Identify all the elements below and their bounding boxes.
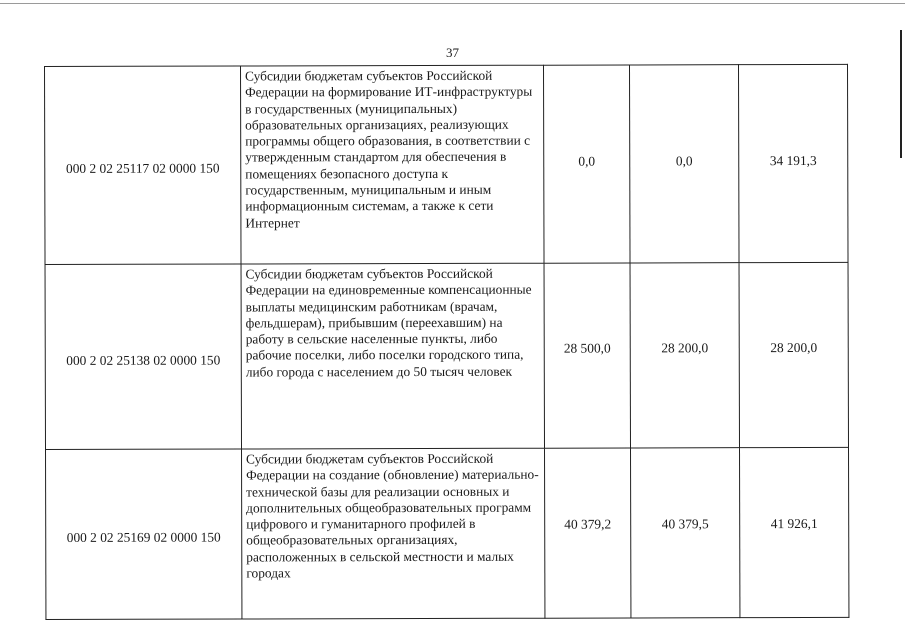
description-cell: Субсидии бюджетам субъектов Российской Федерации на формирование ИТ-инфраструктуры в государственных (муниципальных) образовательных организациях, реализующих программы общего образования, в соответствии с утвержденным стандартом для обеспечения в помещениях безопасного доступа к государственным, муниципальным и иным информационным системам, а также к сети Интернет <box>241 65 545 264</box>
value-2-cell: 28 200,0 <box>630 263 739 448</box>
value-2-cell: 0,0 <box>629 65 739 263</box>
description-cell: Субсидии бюджетам субъектов Российской Федерации на создание (обновление) материально-технической базы для реализации основных и дополнительных общеобразовательных программ цифрового и гуманитарного профилей в общеобразовательных организациях, расположенных в сельской местности и малых городах <box>242 448 545 619</box>
table-row <box>45 64 849 264</box>
value-3-cell: 28 200,0 <box>739 262 848 447</box>
budget-code-cell: 000 2 02 25138 02 0000 150 <box>45 264 241 450</box>
page-number: 37 <box>446 45 459 60</box>
budget-code-cell: 000 2 02 25169 02 0000 150 <box>46 449 242 620</box>
description-cell: Субсидии бюджетам субъектов Российской Федерации на единовременные компенсационные выплаты медицинским работникам (врачам, фельдшерам), прибывшим (переехавшим) на работу в сельские населенные пункты, либо рабочие поселки, либо поселки городского типа, либо города с населением до 50 тысяч человек <box>241 263 544 449</box>
value-3-cell: 41 926,1 <box>740 447 849 617</box>
value-1-cell: 0,0 <box>543 65 630 263</box>
budget-code-cell: 000 2 02 25117 02 0000 150 <box>45 66 242 265</box>
value-3-cell: 34 191,3 <box>738 64 848 262</box>
value-1-cell: 28 500,0 <box>544 263 630 448</box>
scan-top-border-line <box>0 3 905 4</box>
value-1-cell: 40 379,2 <box>545 448 631 618</box>
table-row <box>46 447 849 619</box>
table-row <box>45 262 848 449</box>
value-2-cell: 40 379,5 <box>631 448 740 618</box>
budget-table <box>44 64 849 620</box>
